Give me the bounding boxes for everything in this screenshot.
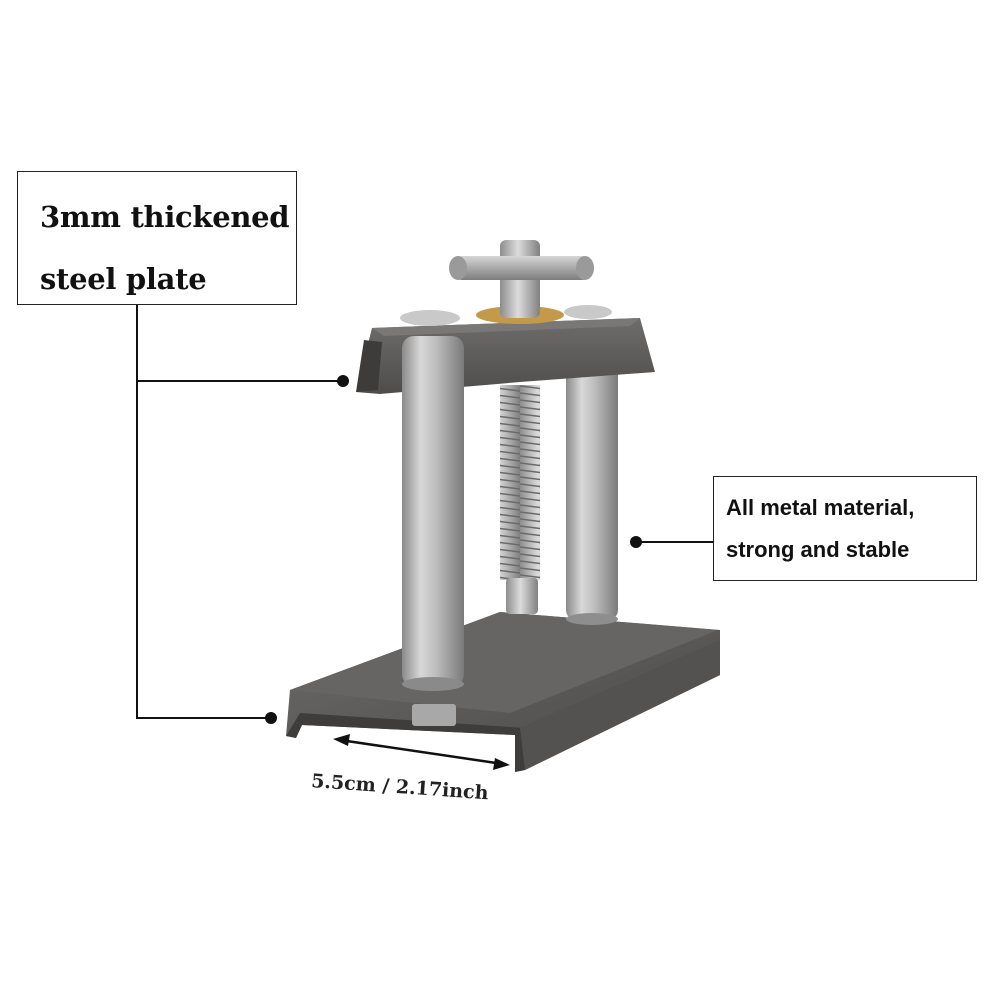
dimension-label: 5.5cm / 2.17inch [310,770,490,805]
metal-material-callout [713,476,977,581]
front-rod [402,336,464,691]
steel-plate-leader [137,305,349,724]
rear-rod [566,355,618,625]
dimension-arrow [333,734,510,770]
t-handle [449,240,594,318]
steel-plate-callout [17,171,297,305]
metal-material-callout-line2: strong and stable [726,537,910,562]
metal-material-callout-line1: All metal material, [726,495,915,520]
steel-plate-callout-line1: 3mm thickened [40,200,290,234]
threaded-screw [500,385,540,614]
base-plate [286,612,720,772]
steel-plate-callout-line2: steel plate [40,262,207,296]
metal-material-leader [630,536,713,548]
